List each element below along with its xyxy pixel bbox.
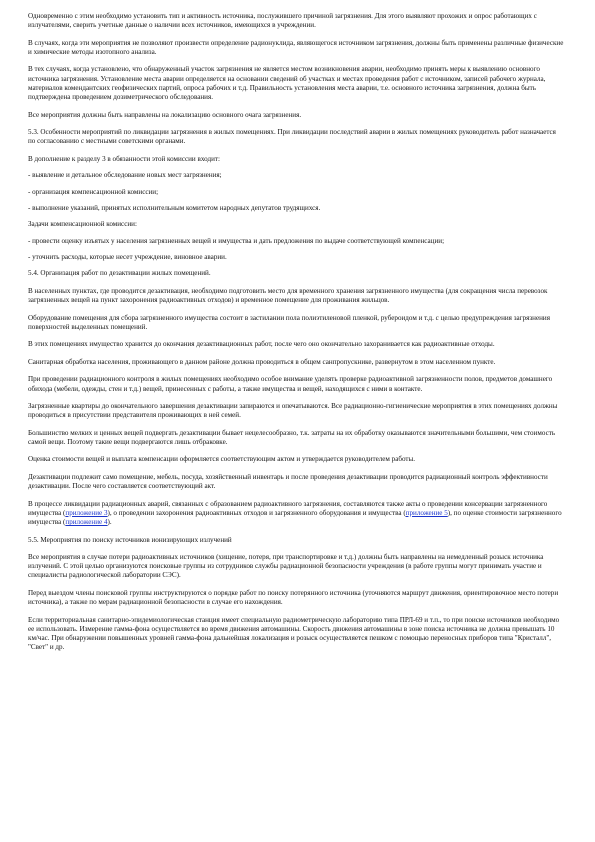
paragraph-text: Загрязненные квартиры до окончательного завершения дезактивации запираются и опечатываются. Все радиационно-гигиенические мероприятия в этих помещениях должны проводиться в присутствии представителя проживающих в ней семей. [28,402,558,420]
paragraph-text: Дезактивации подлежит само помещение, мебель, посуда, хозяйственный инвентарь и после проведения дезактивации проводится радиационный контроль эффективности дезактивации. После чего составляется соответствующий акт. [28,472,548,491]
appendix-link[interactable]: приложение 3 [65,508,108,517]
paragraph-text: - выявление и детальное обследование новых мест загрязнения; [28,171,222,180]
paragraph-3 [28,65,565,102]
paragraph-text: Оборудование помещения для сбора загрязненного имущества состоит в застилании пола полиэтиленовой пленкой, рубероидом и т.д. с целью предупреждения загрязнения поверхностей выделенных помещений. [28,313,550,331]
paragraph-10 [28,220,565,229]
paragraph-15 [28,314,565,332]
paragraph-text: В населенных пунктах, где проводится дезактивация, необходимо подготовить место для временного хранения загрязненного имущества (для сокращения числа перевозок загрязненных вещей на пункт захоронения радиоактивных отходов) и временное помещение для проживания жильцов. [28,286,548,305]
paragraph-9 [28,204,565,213]
paragraph-text: Оценка стоимости вещей и выплата компенсации оформляется соответствующим актом и утверждается руководителем работы. [28,455,416,464]
paragraph-text: ), о проведении захоронения радиоактивных отходов и загрязненного оборудования и имущества ( [107,508,406,517]
paragraph-20 [28,429,565,447]
document-page [28,12,565,661]
paragraph-24 [28,536,565,545]
paragraph-1 [28,12,565,30]
paragraph-6 [28,155,565,164]
paragraph-text: В тех случаях, когда установлено, что обнаруженный участок загрязнения не является местом возникновения аварии, необходимо принять меры к выявлению основного источника загрязнения. Установление места аварии определяется на основании сведений об участках и местах проведения работ с источником, записей рабочего журнала, материалов комендантских геофизических партий, опроса рабочих и т.д. Правильность установления места аварии, т.е. основного источника загрязнения, должна быть подтверждена проведением дозиметрического обследования. [28,65,546,102]
paragraph-text: Одновременно с этим необходимо установить тип и активность источника, послужившего причиной загрязнения. Для этого выявляют прохожих и опрос работающих с излучателями, сверить учетные данные о наличии всех источников, имеющихся в учреждении. [28,12,537,30]
paragraph-text: 5.3. Особенности мероприятий по ликвидации загрязнения в жилых помещениях. При ликвидации последствий аварии в жилых помещениях руководитель работ назначается по согласованию с местными советскими органами. [28,128,556,146]
paragraph-26 [28,589,565,607]
paragraph-13 [28,269,565,278]
paragraph-text: 5.5. Мероприятия по поиску источников ионизирующих излучений [28,535,232,544]
paragraph-text: В процессе ликвидации радиационных аварий, связанных с образованием радиоактивного загрязнения, составляются также акты о проведении консервации загрязненного имущества ( [28,499,548,517]
paragraph-text: - уточнить расходы, которые несет учреждение, виновное аварии. [28,253,227,262]
paragraph-11 [28,237,565,246]
paragraph-text: Перед выездом члены поисковой группы инструктируются о порядке работ по поиску потерянного источника (уточняются маршрут движения, ориентировочное место потери источника), а также по мерам радиационной безопасности в случае его нахождения. [28,588,559,607]
paragraph-19 [28,402,565,420]
paragraph-text: Задачи компенсационной комиссии: [28,220,137,229]
paragraph-14 [28,287,565,305]
paragraph-21 [28,455,565,464]
paragraph-text: В этих помещениях имущество хранится до окончания дезактивационных работ, после чего оно окончательно захоранивается как радиоактивные отходы. [28,340,495,349]
appendix-link[interactable]: приложение 4 [65,518,108,527]
paragraph-text: ), по оценке стоимости загрязненного имущества ( [28,508,562,527]
paragraph-8 [28,188,565,197]
paragraph-text: При проведении радиационного контроля в жилых помещениях необходимо особое внимание уделять проверке радиоактивной загрязненности полов, предметов домашнего обихода (мебели, одежды, стен и т.д.) вещей, принесенных с работы, а также имущества и вещей, находящихся с ними в контакте. [28,375,553,393]
paragraph-text: Санитарная обработка населения, проживающего в данном районе должна проводиться в общем санпропускнике, развернутом в этом населенном пункте. [28,357,496,366]
paragraph-text: Все мероприятия должны быть направлены на локализацию основного очага загрязнения. [28,110,302,119]
paragraph-text: В дополнение к разделу 3 в обязанности этой комиссии входит: [28,154,220,163]
paragraph-5 [28,128,565,146]
paragraph-text: 5.4. Организация работ по дезактивации жилых помещений. [28,269,211,278]
paragraph-text: Если территориальная санитарно-эпидемиологическая станция имеет специальную радиометрическую лабораторию типа ПРЛ-69 и т.п., то при поиске источников необходимо ее использовать. Измерение гамма-фона осуществляется во время движения автомашины. Скорость движения автомашины в зоне поиска источника не должна превышать 10 км/час. При обнаружении повышенных уровней гамма-фона дальнейшая локализация и розыск осуществляется пешком с помощью переносных приборов типа "Кристалл", "Свет" и др. [28,615,560,652]
paragraph-16 [28,340,565,349]
paragraph-text: В случаях, когда эти мероприятия не позволяют произвести определение радионуклида, являющегося источником загрязнения, должны быть применены различные физические и химические методы изотопного анализа. [28,38,564,56]
paragraph-2 [28,39,565,57]
paragraph-text: - выполнение указаний, принятых исполнительным комитетом народных депутатов трудящихся. [28,203,321,212]
paragraph-text: Большинство мелких и ценных вещей подвергать дезактивации бывает нецелесообразно, т.к. затраты на их обработку оказываются значительными большими, чем стоимость самой вещи. Поэтому такие вещи подвергаются лишь отбраковке. [28,428,556,446]
paragraph-27 [28,616,565,653]
paragraph-text: ). [107,518,112,527]
paragraph-text: - организация компенсационной комиссии; [28,187,159,196]
paragraph-text: - провести оценку изъятых у населения загрязненных вещей и имущества и дать предложения по выдаче соответствующей компенсации; [28,236,445,245]
paragraph-25 [28,553,565,581]
paragraph-4 [28,111,565,120]
paragraph-22 [28,473,565,491]
paragraph-18 [28,375,565,393]
paragraph-text: Все мероприятия в случае потери радиоактивных источников (хищение, потеря, при транспортировке и т.д.) должны быть направлены на немедленный розыск источника излучений. С этой целью организуются поисковые группы из сотрудников службы радиационной безопасности учреждения (в работе группы могут принимать участие и специалисты радиологической лаборатории СЭС). [28,553,544,580]
paragraph-12 [28,253,565,262]
paragraph-23 [28,500,565,528]
appendix-link[interactable]: приложение 5 [405,508,448,517]
paragraph-17 [28,358,565,367]
paragraph-7 [28,171,565,180]
